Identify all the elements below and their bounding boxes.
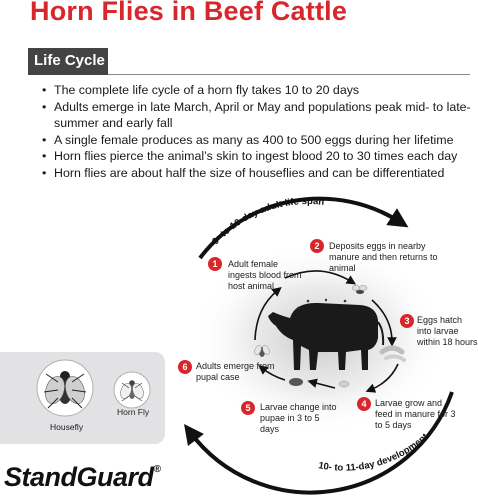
step-5-text: Larvae change into pupae in 3 to 5 days (260, 402, 337, 434)
step-4-badge: 4 (357, 397, 371, 411)
brand-logo (4, 462, 160, 493)
horn-fly-label: Horn Fly (117, 407, 150, 417)
fact-item: • Adults emerge in late March, April or May and populations peak mid- to late-summer and early fall (42, 99, 472, 132)
step-3-text: Eggs hatch into larvae within 18 hours (417, 315, 478, 347)
step-1-badge: 1 (208, 257, 222, 271)
brand-name: StandGuard (4, 462, 154, 492)
step-6-badge: 6 (178, 360, 192, 374)
fact-item: • Horn flies pierce the animal’s skin to ingest blood 20 to 30 times each day (42, 148, 472, 165)
grown-larva-icon (339, 381, 349, 387)
pupa-icon (289, 378, 303, 386)
fact-item: • A single female produces as many as 400 to 500 eggs during her lifetime (42, 132, 472, 149)
registered-mark: ® (153, 464, 161, 475)
bottom-arc-text: 10- to 11-day development (317, 431, 431, 474)
step-1-text: Adult female ingests blood from host animal (228, 259, 302, 291)
step-6-text: Adults emerge from pupal case (196, 361, 275, 382)
step-2-badge: 2 (310, 239, 324, 253)
fact-item: • Horn flies are about half the size of houseflies and can be differentiated (42, 165, 472, 182)
step-2-text: Deposits eggs in nearby manure and then returns to animal (329, 241, 438, 273)
step-5-badge: 5 (241, 401, 255, 415)
fact-item: • The complete life cycle of a horn fly takes 10 to 20 days (42, 82, 472, 99)
step-3-badge: 3 (400, 314, 414, 328)
top-arc-text: 9- to 10-day adult life span (210, 195, 325, 248)
top-arc-label (210, 196, 325, 247)
step-4-text: Larvae grow and feed in manure for 3 to 5 days (375, 398, 456, 430)
housefly-label: Housefly (50, 422, 84, 432)
section-title: Life Cycle (34, 52, 105, 69)
bottom-arc-label (317, 431, 431, 474)
page-title: Horn Flies in Beef Cattle (30, 0, 348, 26)
